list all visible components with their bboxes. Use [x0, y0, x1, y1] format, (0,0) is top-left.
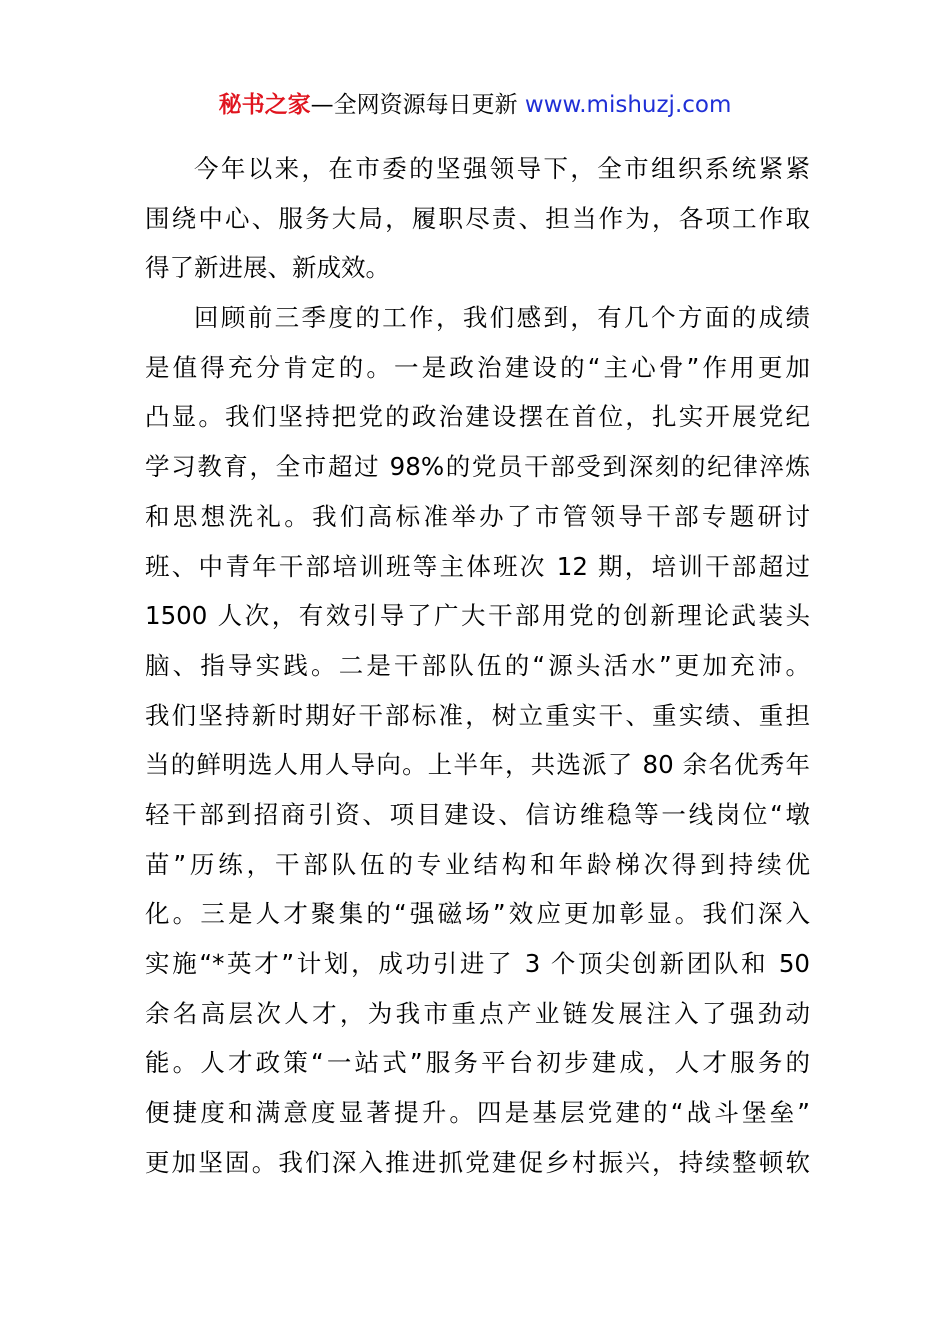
- text-line: 便捷度和满意度显著提升。四是基层党建的“战斗堡垒”: [145, 1098, 810, 1128]
- text-line: 化。三是人才聚集的“强磁场”效应更加彰显。我们深入: [145, 899, 810, 929]
- text-line: 回顾前三季度的工作，我们感到，有几个方面的成绩: [194, 303, 810, 333]
- text-line: 凸显。我们坚持把党的政治建设摆在首位，扎实开展党纪: [145, 402, 810, 432]
- text-line: 1500 人次，有效引导了广大干部用党的创新理论武装头: [145, 601, 810, 631]
- paragraph: [145, 144, 810, 293]
- paragraph: [145, 293, 810, 1187]
- text-line: 学习教育，全市超过 98%的党员干部受到深刻的纪律淬炼: [145, 452, 810, 482]
- text-line: 轻干部到招商引资、项目建设、信访维稳等一线岗位“墩: [145, 799, 810, 829]
- text-line: 今年以来，在市委的坚强领导下，全市组织系统紧紧: [194, 154, 810, 183]
- document-header: [0, 88, 950, 122]
- text-line: 更加坚固。我们深入推进抓党建促乡村振兴，持续整顿软: [145, 1147, 810, 1177]
- text-line: 和思想洗礼。我们高标准举办了市管领导干部专题研讨: [145, 501, 810, 531]
- text-line: 班、中青年干部培训班等主体班次 12 期，培训干部超过: [145, 551, 810, 581]
- text-line: 当的鲜明选人用人导向。上半年，共选派了 80 余名优秀年: [145, 750, 810, 780]
- text-line: 得了新进展、新成效。: [145, 253, 390, 283]
- header-tagline: —全网资源每日更新: [310, 92, 525, 118]
- website-link[interactable]: www.mishuzj.com: [524, 92, 732, 118]
- text-line: 能。人才政策“一站式”服务平台初步建成，人才服务的: [145, 1048, 810, 1078]
- document-body: [145, 144, 810, 1187]
- text-line: 脑、指导实践。二是干部队伍的“源头活水”更加充沛。: [145, 650, 810, 680]
- text-line: 围绕中心、服务大局，履职尽责、担当作为，各项工作取: [145, 203, 810, 233]
- brand-name: 秘书之家: [218, 92, 311, 118]
- text-line: 我们坚持新时期好干部标准，树立重实干、重实绩、重担: [145, 700, 810, 730]
- text-line: 苗”历练，干部队伍的专业结构和年龄梯次得到持续优: [145, 849, 810, 879]
- text-line: 是值得充分肯定的。一是政治建设的“主心骨”作用更加: [145, 352, 810, 382]
- text-line: 余名高层次人才，为我市重点产业链发展注入了强劲动: [145, 998, 810, 1028]
- text-line: 实施“*英才”计划，成功引进了 3 个顶尖创新团队和 50: [145, 949, 810, 978]
